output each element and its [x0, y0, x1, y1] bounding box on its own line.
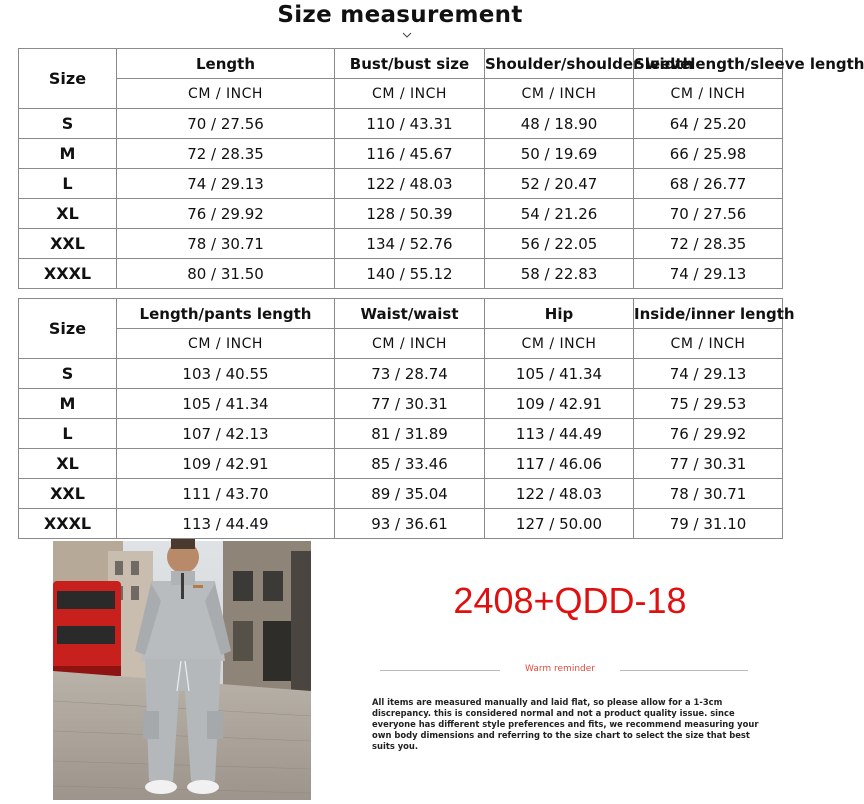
table-cell: 78 / 30.71 — [117, 229, 335, 259]
column-header: Shoulder/shoulder width — [485, 49, 634, 79]
unit-header: CM / INCH — [485, 329, 634, 359]
table-cell: 109 / 42.91 — [117, 449, 335, 479]
table-cell: 77 / 30.31 — [634, 449, 783, 479]
table-cell: 105 / 41.34 — [117, 389, 335, 419]
table-cell: 113 / 44.49 — [117, 509, 335, 539]
table-cell: 109 / 42.91 — [485, 389, 634, 419]
product-code: 2408+QDD-18 — [453, 580, 687, 621]
table-cell: 111 / 43.70 — [117, 479, 335, 509]
table-cell: 128 / 50.39 — [335, 199, 485, 229]
reminder-heading: Warm reminder — [525, 664, 595, 674]
table-cell: 72 / 28.35 — [117, 139, 335, 169]
table-cell: 70 / 27.56 — [117, 109, 335, 139]
page-title: Size measurement — [277, 2, 523, 28]
table-cell: 117 / 46.06 — [485, 449, 634, 479]
table-cell: 52 / 20.47 — [485, 169, 634, 199]
table-cell: 107 / 42.13 — [117, 419, 335, 449]
table-cell: 81 / 31.89 — [335, 419, 485, 449]
table-row — [19, 109, 783, 139]
table-cell: 78 / 30.71 — [634, 479, 783, 509]
table-row — [19, 419, 783, 449]
table-cell: 73 / 28.74 — [335, 359, 485, 389]
size-label: M — [19, 139, 117, 169]
table-cell: 72 / 28.35 — [634, 229, 783, 259]
column-header: Length — [117, 49, 335, 79]
unit-header: CM / INCH — [335, 329, 485, 359]
table-cell: 70 / 27.56 — [634, 199, 783, 229]
product-photo — [53, 541, 311, 800]
size-label: XXXL — [19, 259, 117, 289]
size-header: Size — [19, 299, 117, 359]
column-header: Hip — [485, 299, 634, 329]
table-cell: 127 / 50.00 — [485, 509, 634, 539]
column-header: Waist/waist — [335, 299, 485, 329]
size-label: L — [19, 169, 117, 199]
column-header: Length/pants length — [117, 299, 335, 329]
chevron-down-icon — [402, 30, 412, 40]
table-row — [19, 509, 783, 539]
table-cell: 58 / 22.83 — [485, 259, 634, 289]
column-header: Bust/bust size — [335, 49, 485, 79]
table-cell: 134 / 52.76 — [335, 229, 485, 259]
table-cell: 56 / 22.05 — [485, 229, 634, 259]
table-cell: 140 / 55.12 — [335, 259, 485, 289]
table-cell: 75 / 29.53 — [634, 389, 783, 419]
table-cell: 74 / 29.13 — [634, 359, 783, 389]
size-label: XXXL — [19, 509, 117, 539]
reminder-text: All items are measured manually and laid flat, so please allow for a 1-3cm discrepancy. this is considered normal and not a product quality issue. since everyone has different style preferences and fits, we recommend measuring your own body dimensions and referring to the size chart to select the size that best suits you. — [372, 697, 759, 751]
size-label: XL — [19, 449, 117, 479]
table-cell: 116 / 45.67 — [335, 139, 485, 169]
unit-header: CM / INCH — [485, 79, 634, 109]
table-cell: 122 / 48.03 — [335, 169, 485, 199]
column-header: Sleevelength/sleeve length — [634, 49, 783, 79]
table-cell: 76 / 29.92 — [634, 419, 783, 449]
table-cell: 74 / 29.13 — [117, 169, 335, 199]
table-row — [19, 229, 783, 259]
table-cell: 80 / 31.50 — [117, 259, 335, 289]
unit-header: CM / INCH — [634, 79, 783, 109]
divider — [620, 670, 748, 671]
table-cell: 93 / 36.61 — [335, 509, 485, 539]
table-row — [19, 359, 783, 389]
table-cell: 110 / 43.31 — [335, 109, 485, 139]
bottom-size-table — [18, 298, 795, 539]
size-label: S — [19, 359, 117, 389]
divider — [380, 670, 500, 671]
size-label: L — [19, 419, 117, 449]
unit-header: CM / INCH — [634, 329, 783, 359]
table-cell: 77 / 30.31 — [335, 389, 485, 419]
table-cell: 79 / 31.10 — [634, 509, 783, 539]
size-header: Size — [19, 49, 117, 109]
size-label: S — [19, 109, 117, 139]
unit-header: CM / INCH — [335, 79, 485, 109]
top-size-table — [18, 48, 864, 289]
table-row — [19, 479, 783, 509]
size-label: XXL — [19, 479, 117, 509]
table-row — [19, 169, 783, 199]
table-cell: 85 / 33.46 — [335, 449, 485, 479]
unit-header: CM / INCH — [117, 79, 335, 109]
unit-header: CM / INCH — [117, 329, 335, 359]
table-row — [19, 259, 783, 289]
table-row — [19, 139, 783, 169]
table-row — [19, 199, 783, 229]
column-header: Inside/inner length — [634, 299, 783, 329]
table-cell: 68 / 26.77 — [634, 169, 783, 199]
table-cell: 113 / 44.49 — [485, 419, 634, 449]
size-label: M — [19, 389, 117, 419]
table-cell: 48 / 18.90 — [485, 109, 634, 139]
table-cell: 89 / 35.04 — [335, 479, 485, 509]
table-cell: 50 / 19.69 — [485, 139, 634, 169]
table-row — [19, 389, 783, 419]
size-label: XXL — [19, 229, 117, 259]
table-cell: 76 / 29.92 — [117, 199, 335, 229]
table-cell: 74 / 29.13 — [634, 259, 783, 289]
table-cell: 66 / 25.98 — [634, 139, 783, 169]
table-row — [19, 449, 783, 479]
table-cell: 103 / 40.55 — [117, 359, 335, 389]
table-cell: 54 / 21.26 — [485, 199, 634, 229]
table-cell: 64 / 25.20 — [634, 109, 783, 139]
table-cell: 122 / 48.03 — [485, 479, 634, 509]
size-label: XL — [19, 199, 117, 229]
table-cell: 105 / 41.34 — [485, 359, 634, 389]
